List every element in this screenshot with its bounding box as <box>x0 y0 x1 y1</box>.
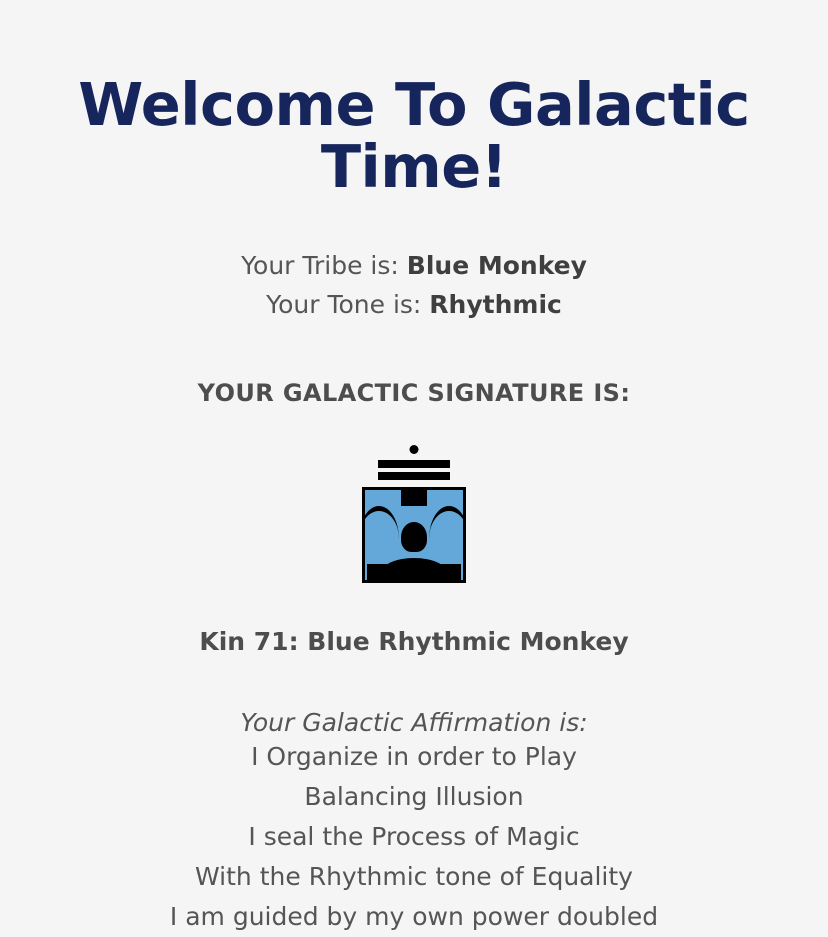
tone-marks <box>362 445 466 481</box>
tribe-line <box>0 246 828 286</box>
affirmation-line: I Organize in order to Play <box>251 741 577 771</box>
kin-label: Kin 71: Blue Rhythmic Monkey <box>199 626 629 656</box>
signature-heading: YOUR GALACTIC SIGNATURE IS: <box>197 378 631 407</box>
blue-monkey-seal-glyph <box>362 445 466 583</box>
affirmation-heading: Your Galactic Affirmation is: <box>240 707 588 737</box>
affirmation-line: I seal the Process of Magic <box>248 821 580 851</box>
seal-icon <box>362 487 466 583</box>
affirmation-line: With the Rhythmic tone of Equality <box>195 861 633 891</box>
seal-brow-left <box>362 506 399 539</box>
tone-bar-icon <box>378 472 450 480</box>
tone-value: Rhythmic <box>429 290 562 320</box>
tribe-value: Blue Monkey <box>406 250 587 280</box>
affirmation-line: I am guided by my own power doubled <box>169 901 659 931</box>
tone-label: Your Tone is: <box>266 290 422 320</box>
affirmation-line: Balancing Illusion <box>304 781 524 811</box>
seal-brow-right <box>429 506 466 539</box>
seal-body <box>381 558 447 583</box>
tribe-label: Your Tribe is: <box>241 250 399 280</box>
tone-line <box>0 285 828 325</box>
glyph-container <box>0 445 828 583</box>
tone-bar-icon <box>378 460 450 468</box>
tone-dot-icon <box>410 445 419 454</box>
seal-top-notch <box>401 488 427 506</box>
page-title: Welcome To Galactic Time! <box>78 70 750 201</box>
seal-face <box>401 522 427 552</box>
